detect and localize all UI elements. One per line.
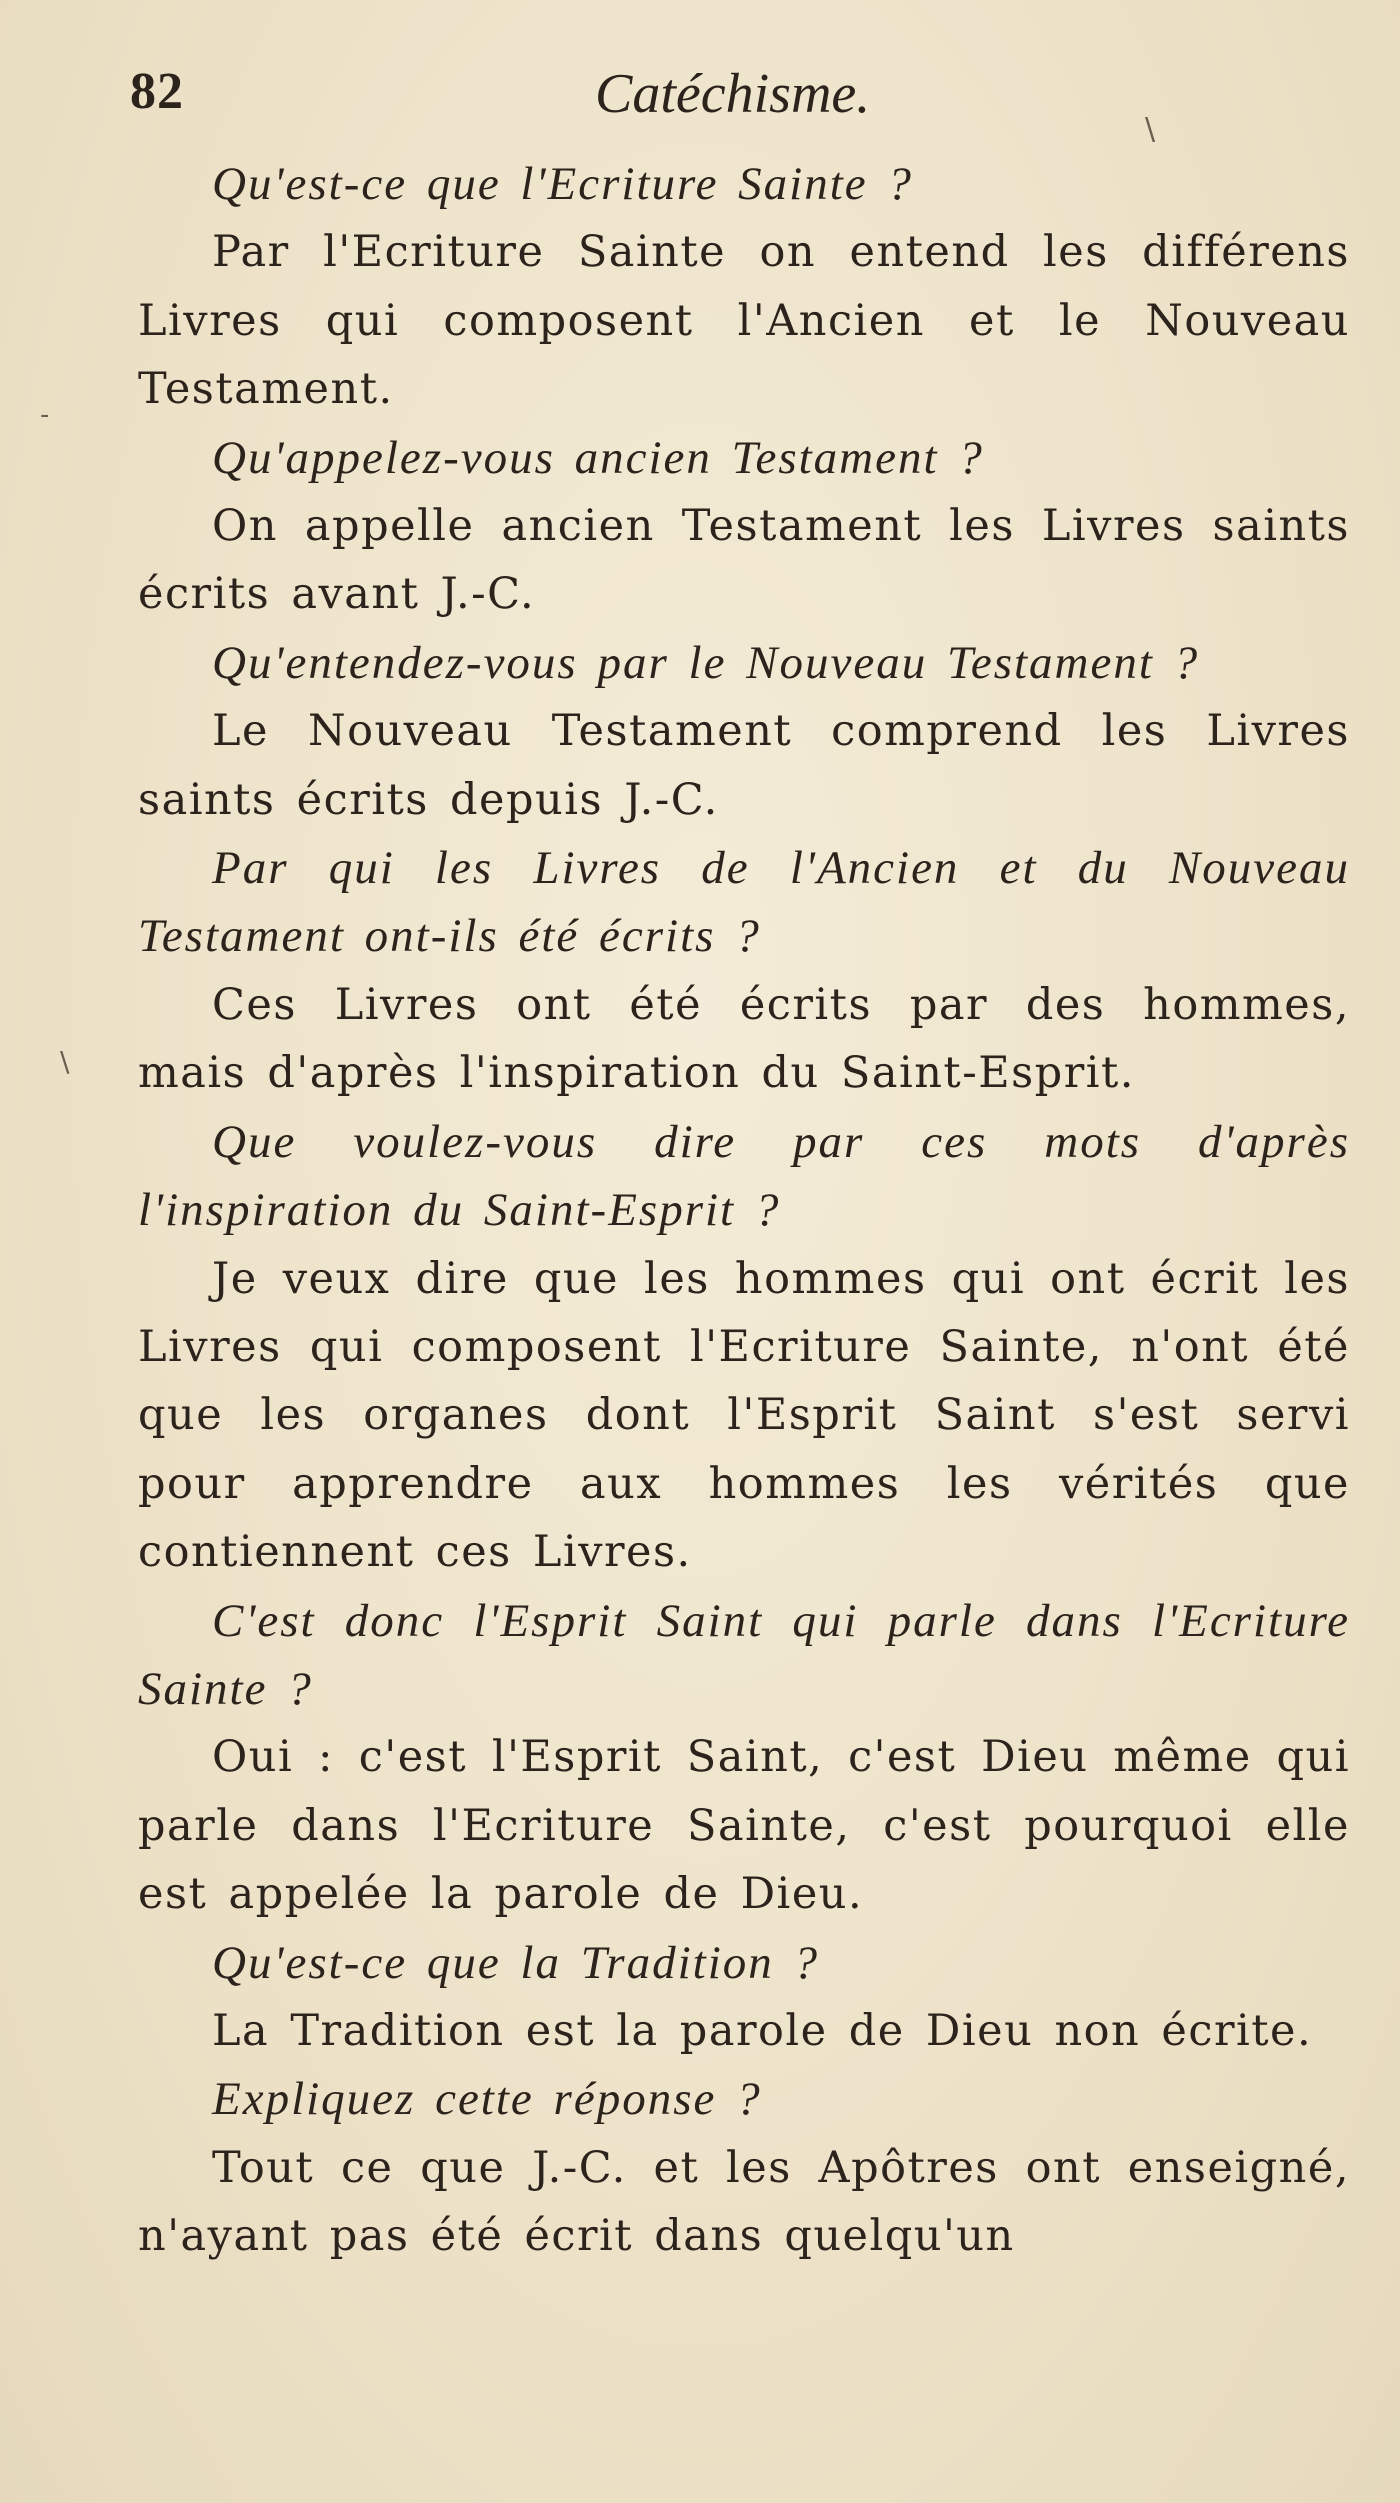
question-paragraph: Par qui les Livres de l'Ancien et du Nouveau Testament ont-ils été écrits ? (138, 842, 1350, 963)
margin-mark: \ (60, 1045, 70, 1078)
question-paragraph: C'est donc l'Esprit Saint qui parle dans l'Ecriture Sainte ? (138, 1594, 1350, 1715)
answer-paragraph: Oui : c'est l'Esprit Saint, c'est Dieu même qui parle dans l'Ecriture Sainte, c'est pourquoi elle est appelée la parole de Dieu. (138, 1732, 1350, 1920)
answer-paragraph: Ces Livres ont été écrits par des hommes, mais d'après l'inspiration du Saint-Esprit. (138, 979, 1350, 1099)
answer-paragraph: Tout ce que J.-C. et les Apôtres ont enseigné, n'ayant pas été écrit dans quelqu'un (138, 2142, 1350, 2262)
answer-paragraph: Je veux dire que les hommes qui ont écrit les Livres qui composent l'Ecriture Sainte, n'ont été que les organes dont l'Esprit Saint s'est servi pour apprendre aux hommes les vérités que contiennent ces Livres. (138, 1253, 1350, 1578)
question-paragraph: Expliquez cette réponse ? (212, 2073, 762, 2126)
page-header (130, 62, 1320, 142)
margin-mark: - (40, 400, 50, 430)
answer-paragraph: Par l'Ecriture Sainte on entend les différens Livres qui composent l'Ancien et le Nouveau Testament. (138, 227, 1350, 415)
catechism-text (138, 150, 1350, 2271)
answer-paragraph: On appelle ancien Testament les Livres saints écrits avant J.-C. (138, 501, 1350, 620)
question-paragraph: Qu'est-ce que la Tradition ? (212, 1936, 820, 1989)
question-paragraph: Que voulez-vous dire par ces mots d'après l'inspiration du Saint-Esprit ? (138, 1115, 1350, 1237)
question-paragraph: Qu'entendez-vous par le Nouveau Testament ? (212, 636, 1200, 689)
answer-paragraph: La Tradition est la parole de Dieu non écrite. (212, 2005, 1313, 2056)
page-number: 82 (130, 63, 184, 120)
question-paragraph: Qu'est-ce que l'Ecriture Sainte ? (212, 158, 913, 210)
answer-paragraph: Le Nouveau Testament comprend les Livres saints écrits depuis J.-C. (138, 706, 1350, 825)
margin-mark: \ (1145, 112, 1156, 147)
question-paragraph: Qu'appelez-vous ancien Testament ? (212, 431, 984, 484)
running-title: Catéchisme. (595, 63, 871, 125)
